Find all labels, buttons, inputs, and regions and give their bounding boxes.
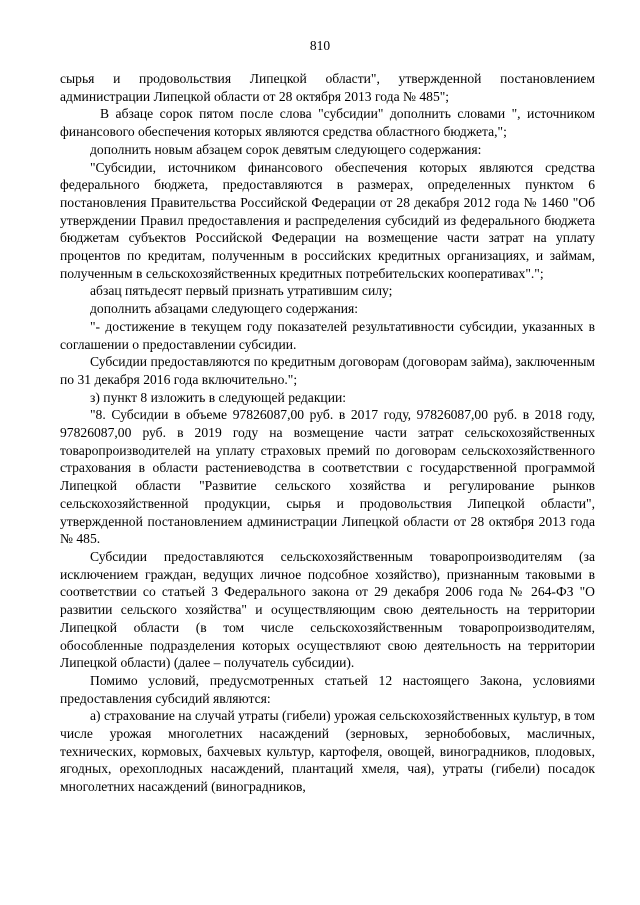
paragraph-credit-agreements: Субсидии предоставляются по кредитным договорам (договорам займа), заключенным по 31 декабря 2016 года включительно."; [60,354,595,387]
document-body [60,70,595,796]
paragraph-item-z: з) пункт 8 изложить в следующей редакции: [90,389,347,405]
paragraph-repeal-51: абзац пятьдесят первый признать утратившим силу; [90,283,393,299]
paragraph-add-49: дополнить новым абзацем сорок девятым следующего содержания: [90,141,482,157]
paragraph-continuation: сырья и продовольствия Липецкой области", утвержденной постановлением администрации Липецкой области от 28 октября 2013 года № 485"; [60,71,595,104]
paragraph-federal-subsidies: "Субсидии, источником финансового обеспечения которых являются средства федерального бюджета, предоставляются в размерах, определенных пунктом 6 постановления Правительства Российской Федерации от 28 декабря 2012 года № 1460 "Об утверждении Правил предоставления и распределения субсидий из федерального бюджета бюджетам субъектов Российской Федерации на возмещение части затрат на уплату процентов по кредитам, полученным в российских кредитных организациях, и займам, полученным в сельскохозяйственных кредитных потребительских кооперативах"."; [60,159,595,281]
paragraph-condition-a: а) страхование на случай утраты (гибели) урожая сельскохозяйственных культур, в том числе урожая многолетних насаждений (зерновых, зернобобовых, масличных, технических, кормовых, бахчевых культур, картофеля, овощей, виноградников, плодовых, ягодных, орехоплодных насаждений, плантаций хмеля, чая), утраты (гибели) посадок многолетних насаждений (виноградников, [60,708,596,795]
paragraph-performance-indicators: "- достижение в текущем году показателей результативности субсидии, указанных в соглашении о предоставлении субсидии. [60,318,595,352]
page-number: 810 [309,38,331,53]
paragraph-add-paragraphs: дополнить абзацами следующего содержания: [90,301,359,317]
paragraph-item-8: "8. Субсидии в объеме 97826087,00 руб. в 2017 году, 97826087,00 руб. в 2018 году, 97826087,00 руб. в 2019 году на возмещение части затрат сельскохозяйственных товаропроизводителей на уплату страховых премий по договорам сельскохозяйственного страхования в области растениеводства в соответствии с государственной программой Липецкой области "Развитие сельского хозяйства и регулирование рынков сельскохозяйственной продукции, сырья и продовольствия Липецкой области", утвержденной постановлением администрации Липецкой области от 28 октября 2013 года № 485. [60,407,595,547]
paragraph-amendment-45: В абзаце сорок пятом после слова "субсидии" дополнить словами ", источником финансового обеспечения которых являются средства областного бюджета,"; [60,106,595,140]
paragraph-recipients: Субсидии предоставляются сельскохозяйственным товаропроизводителям (за исключением граждан, ведущих личное подсобное хозяйство), признанным таковыми в соответствии со статьей 3 Федерального закона от 29 декабря 2006 года № 264-ФЗ "О развитии сельского хозяйства" и осуществляющим свою деятельность на территории Липецкой области (в том числе сельскохозяйственным товаропроизводителям, обособленные подразделения которых осуществляют свою деятельность на территории Липецкой области) (далее – получатель субсидии). [60,548,595,671]
paragraph-conditions: Помимо условий, предусмотренных статьей 12 настоящего Закона, условиями предоставления субсидий являются: [60,672,595,706]
